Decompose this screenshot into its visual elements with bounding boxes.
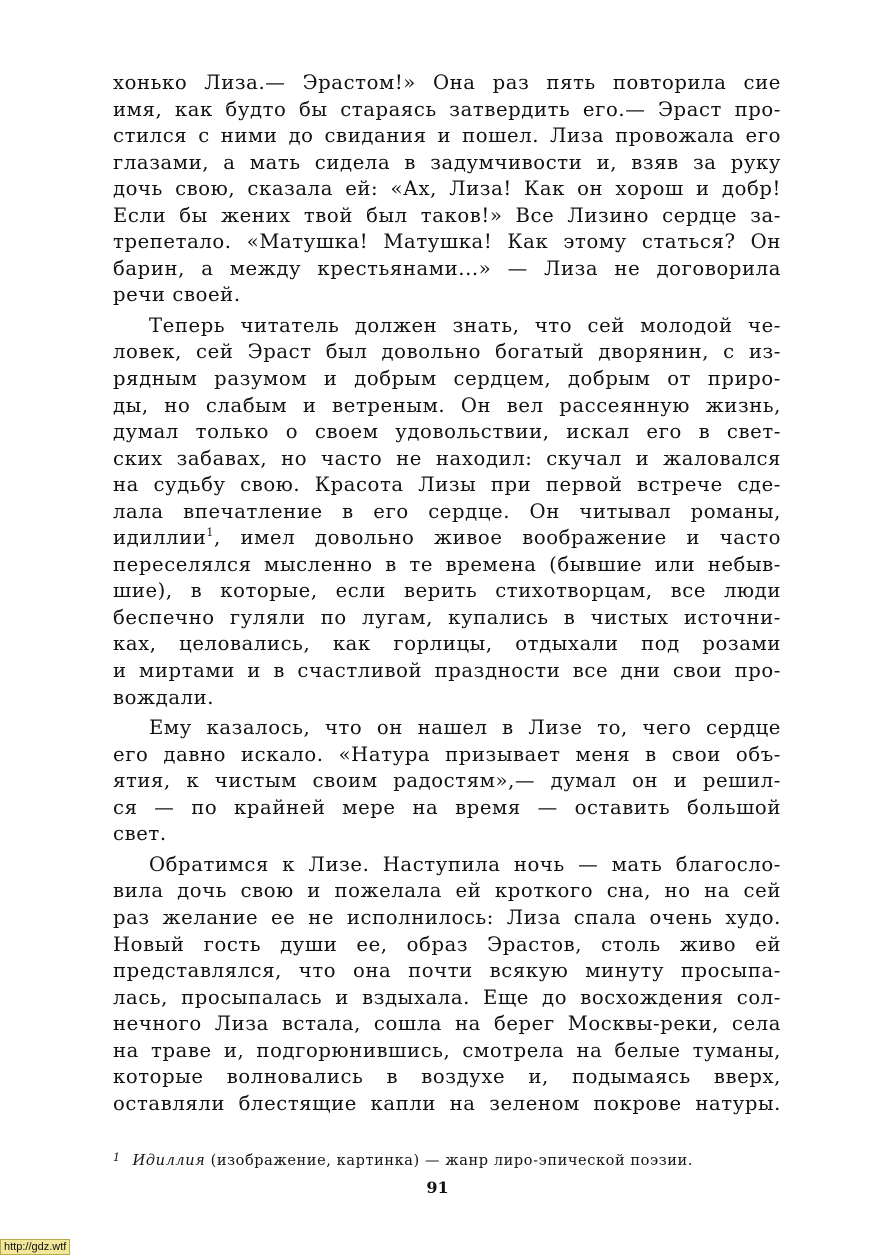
text-line: Обратимся к Лизе. Наступила ночь — мать благосло- <box>149 852 781 876</box>
text-line: Если бы жених твой был таков!» Все Лизино сердце за- <box>113 203 781 227</box>
footnote-mark: 1 <box>113 1151 121 1164</box>
text-line-with-footnote-ref <box>113 525 781 552</box>
text-line: глазами, а мать сидела в задумчивости и, взяв за руку <box>113 150 781 174</box>
text-line: беспечно гуляли по лугам, купались в чистых источни- <box>113 605 781 629</box>
text-line: его давно искало. «Натура призывает меня в свои объ- <box>113 742 781 766</box>
text-line: ских забавах, но часто не находил: скучал и жаловался <box>113 446 781 470</box>
text-line: вила дочь свою и пожелала ей кроткого сна, но на сей <box>113 879 781 903</box>
text-line: вождали. <box>113 685 215 709</box>
text-line: лала впечатление в его сердце. Он читывал романы, <box>113 499 781 523</box>
text-line: хонько Лиза.— Эрастом!» Она раз пять повторила сие <box>113 71 781 94</box>
paragraph-3 <box>113 715 781 848</box>
footnote-text: (изображение, картинка) — жанр лиро-эпической поэзии. <box>205 1153 693 1169</box>
text-line: Новый гость души ее, образ Эрастов, столь живо ей <box>113 932 781 956</box>
text-line: которые волновались в воздухе и, подымаясь вверх, <box>113 1065 781 1089</box>
footnote-reference: 1 <box>206 526 215 540</box>
text-line: Теперь читатель должен знать, что сей молодой че- <box>149 313 781 337</box>
footnote-term: Идиллия <box>132 1153 206 1169</box>
text-line: лась, просыпалась и вздыхала. Еще до восхождения сол- <box>113 985 781 1009</box>
text-fragment: , имел довольно живое воображение и часто <box>214 526 781 550</box>
text-line: на траве и, подгорюнившись, смотрела на белые туманы, <box>113 1038 781 1062</box>
paragraph-1 <box>113 70 781 309</box>
footnote <box>113 1148 781 1171</box>
text-line: имя, как будто бы стараясь затвердить его.— Эраст про- <box>113 97 781 121</box>
text-line: барин, а между крестьянами...» — Лиза не договорила <box>113 256 781 280</box>
text-line: ках, целовались, как горлицы, отдыхали под розами <box>113 632 781 656</box>
text-line: Ему казалось, что он нашел в Лизе то, чего сердце <box>149 716 781 740</box>
text-line: нечного Лиза встала, сошла на берег Москвы-реки, села <box>113 1012 781 1036</box>
text-line: думал только о своем удовольствии, искал его в свет- <box>113 420 781 444</box>
watermark-link[interactable]: http://gdz.wtf <box>0 1239 70 1255</box>
text-line: представлялся, что она почти всякую минуту просыпа- <box>113 959 781 983</box>
page-number: 91 <box>426 1178 449 1197</box>
text-line: и миртами и в счастливой праздности все дни свои про- <box>113 659 781 683</box>
paragraph-2 <box>113 313 781 711</box>
text-fragment: идиллии <box>113 526 207 550</box>
text-line: свет. <box>113 822 167 846</box>
paragraph-4 <box>113 852 781 1117</box>
text-line: рядным разумом и добрым сердцем, добрым от приро- <box>113 367 781 391</box>
text-line: оставляли блестящие капли на зеленом покрове натуры. <box>113 1091 781 1115</box>
text-line: ловек, сей Эраст был довольно богатый дворянин, с из- <box>113 340 781 364</box>
text-line: ды, но слабым и ветреным. Он вел рассеянную жизнь, <box>113 393 781 417</box>
text-line: стился с ними до свидания и пошел. Лиза провожала его <box>113 124 781 148</box>
text-line: раз желание ее не исполнилось: Лиза спала очень худо. <box>113 905 781 929</box>
text-line: ятия, к чистым своим радостям»,— думал он и решил- <box>113 769 781 793</box>
text-line: ся — по крайней мере на время — оставить большой <box>113 795 781 819</box>
text-line: переселялся мысленно в те времена (бывшие или небыв- <box>113 552 781 576</box>
text-line: речи своей. <box>113 283 241 307</box>
text-line: дочь свою, сказала ей: «Ах, Лиза! Как он хорош и добр! <box>113 177 781 201</box>
text-line: на судьбу свою. Красота Лизы при первой встрече сде- <box>113 473 781 497</box>
text-line: трепетало. «Матушка! Матушка! Как этому статься? Он <box>113 230 781 254</box>
text-line: шие), в которые, если верить стихотворцам, все люди <box>113 579 781 603</box>
page-body <box>113 70 781 1117</box>
